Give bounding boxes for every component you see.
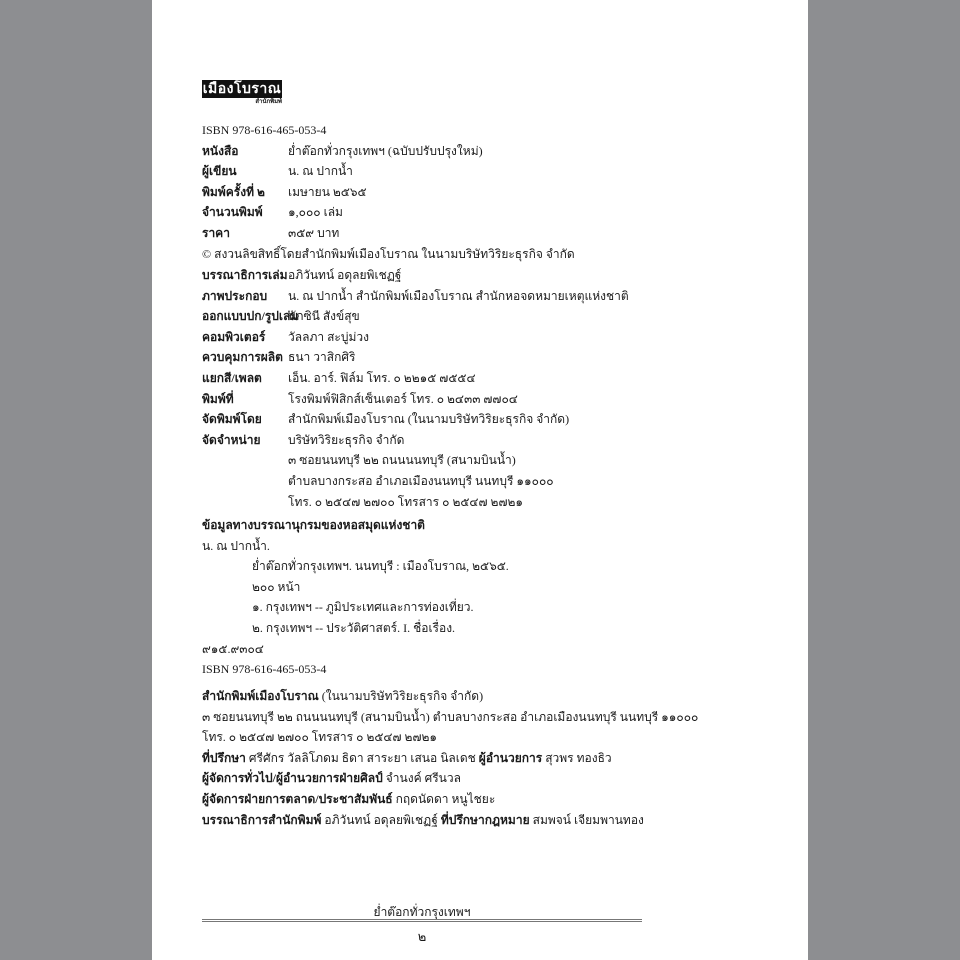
bibliographic-block [202, 120, 575, 264]
biblio-row-edition: พิมพ์ครั้งที่ ๒ เมษายน ๒๕๖๕ [202, 184, 367, 199]
publisher-name-line [202, 686, 698, 707]
staff-line-editor-legal: บรรณาธิการสำนักพิมพ์ อภิวันทน์ อดุลยพิเชฏฐ์ ที่ปรึกษากฎหมาย สมพจน์ เจียมพานทอง [202, 812, 644, 827]
publisher-logo [202, 80, 282, 106]
credit-row-editor: บรรณาธิการเล่มอภิวันทน์ อดุลยพิเชฏฐ์ [202, 268, 402, 282]
credit-row-distributor: จัดจำหน่าย บริษัทวิริยะธุรกิจ จำกัด [202, 432, 405, 447]
page-number: ๒ [417, 929, 427, 944]
staff-line-advisors: ที่ปรึกษา ศรีศักร วัลลิโภดม ธิดา สาระยา เสนอ นิลเดช ผู้อำนวยการ สุวพร ทองธิว [202, 750, 612, 765]
cataloging-line: ย่ำต๊อกทั่วกรุงเทพฯ. นนทบุรี : เมืองโบราณ, ๒๕๖๕. [252, 559, 509, 574]
cataloging-line: ๒๐๐ หน้า [252, 579, 301, 594]
cataloging-heading: ข้อมูลทางบรรณานุกรมของหอสมุดแห่งชาติ [202, 518, 425, 532]
book-page [152, 0, 808, 960]
credit-row-publisher: จัดพิมพ์โดย สำนักพิมพ์เมืองโบราณ (ในนามบริษัทวิริยะธุรกิจ จำกัด) [202, 412, 570, 427]
cataloging-block [202, 515, 509, 680]
logo-title: เมืองโบราณ [202, 81, 282, 97]
biblio-row-price: ราคา ๓๕๙ บาท [202, 225, 340, 240]
credit-row-design: ออกแบบปก/รูปเล่มนักซินี สังข์สุข [202, 309, 360, 324]
publisher-address: ๓ ซอยนนทบุรี ๒๒ ถนนนนทบุรี (สนามบินน้ำ) ตำบลบางกระสอ อำเภอเมืองนนทบุรี นนทบุรี ๑๑๐๐๐ [202, 709, 699, 724]
cataloging-line: ๑. กรุงเทพฯ -- ภูมิประเทศและการท่องเที่ยว. [252, 600, 474, 615]
running-footer-title: ย่ำต๊อกทั่วกรุงเทพฯ [373, 905, 471, 919]
credit-row-illustrations: ภาพประกอบ น. ณ ปากน้ำ สำนักพิมพ์เมืองโบราณ สำนักหอจดหมายเหตุแห่งชาติ [202, 288, 629, 303]
credit-row-production: ควบคุมการผลิต ธนา วาสิกศิริ [202, 350, 356, 365]
copyright-line: © สงวนลิขสิทธิ์โดยสำนักพิมพ์เมืองโบราณ ในนามบริษัทวิริยะธุรกิจ จำกัด [202, 246, 575, 261]
classification-number: ๙๑๕.๙๓๐๔ [202, 641, 264, 656]
staff-line-marketing: ผู้จัดการฝ่ายการตลาด/ประชาสัมพันธ์ กฤดนัดดา หนูไชยะ [202, 791, 496, 806]
isbn-line: ISBN 978-616-465-053-4 [202, 123, 327, 137]
credits-block [202, 265, 629, 512]
logo-subtitle: สำนักพิมพ์ [255, 98, 282, 105]
publisher-phone: โทร. ๐ ๒๕๔๗ ๒๗๐๐ โทรสาร ๐ ๒๕๔๗ ๒๗๒๑ [202, 730, 437, 745]
distributor-phone-line: โทร. ๐ ๒๕๔๗ ๒๗๐๐ โทรสาร ๐ ๒๕๔๗ ๒๗๒๑ [288, 494, 523, 509]
publisher-block [202, 686, 698, 830]
credit-row-computer: คอมพิวเตอร์ วัลลภา สะบู่ม่วง [202, 329, 369, 344]
publisher-name-note: (ในนามบริษัทวิริยะธุรกิจ จำกัด) [318, 689, 484, 703]
distributor-address-line: ๓ ซอยนนทบุรี ๒๒ ถนนนนทบุรี (สนามบินน้ำ) [288, 453, 516, 468]
footer-rule [202, 919, 642, 922]
publisher-name: สำนักพิมพ์เมืองโบราณ [202, 689, 319, 703]
credit-row-plates: แยกสี/เพลต เอ็น. อาร์. ฟิล์ม โทร. ๐ ๒๒๑๕ ๗๕๕๔ [202, 370, 476, 385]
cataloging-author: น. ณ ปากน้ำ. [202, 538, 270, 553]
biblio-row-print-run: จำนวนพิมพ์ ๑,๐๐๐ เล่ม [202, 205, 343, 220]
biblio-row-author: ผู้เขียน น. ณ ปากน้ำ [202, 164, 353, 179]
biblio-row-title: หนังสือ ย่ำต๊อกทั่วกรุงเทพฯ (ฉบับปรับปรุงใหม่) [202, 143, 483, 158]
cataloging-line: ๒. กรุงเทพฯ -- ประวัติศาสตร์. I. ชื่อเรื่อง. [252, 620, 456, 635]
staff-line-general-manager: ผู้จัดการทั่วไป/ผู้อำนวยการฝ่ายศิลป์ จำนงค์ ศรีนวล [202, 771, 461, 786]
cataloging-isbn: ISBN 978-616-465-053-4 [202, 662, 327, 677]
distributor-address-line: ตำบลบางกระสอ อำเภอเมืองนนทบุรี นนทบุรี ๑๑๐๐๐ [288, 473, 554, 488]
credit-row-printer: พิมพ์ที่ โรงพิมพ์ฟิสิกส์เซ็นเตอร์ โทร. ๐ ๒๔๓๓ ๗๗๐๔ [202, 391, 518, 406]
